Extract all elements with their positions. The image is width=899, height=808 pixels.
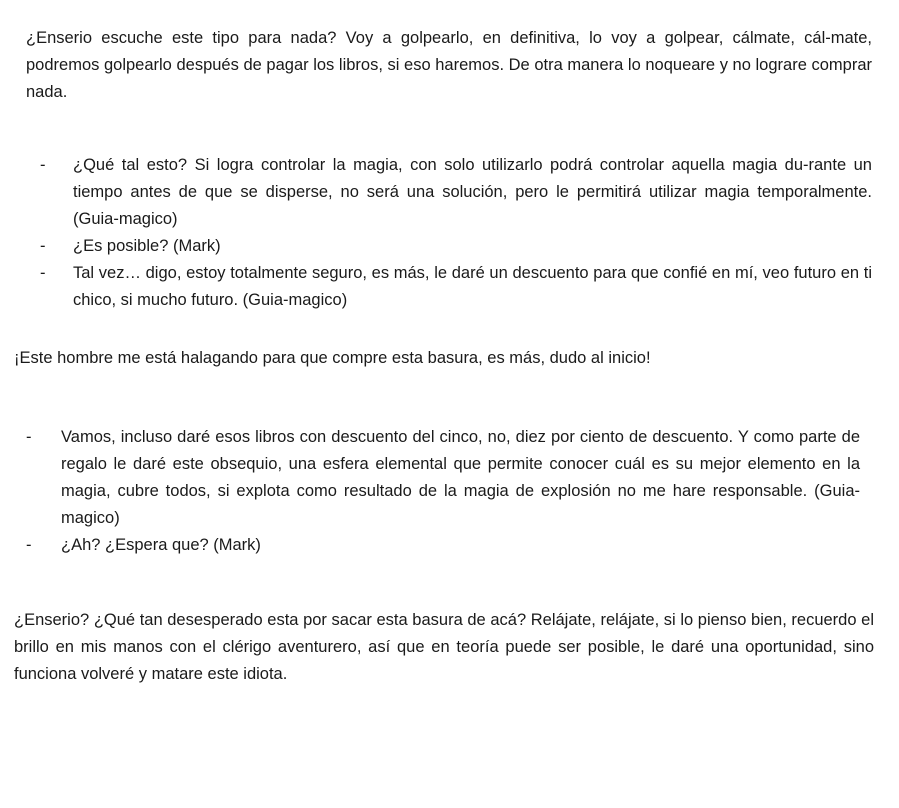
dialogue-line xyxy=(26,532,860,559)
dialogue-list-1 xyxy=(40,152,872,309)
dash-bullet: - xyxy=(40,237,46,255)
dialogue-text: Tal vez… digo, estoy totalmente seguro, es más, le daré un descuento para que confié en mí, veo futuro en ti chico, si mucho futuro. (Guia-magico) xyxy=(73,264,872,309)
dash-bullet: - xyxy=(40,264,46,282)
dash-bullet: - xyxy=(40,156,46,174)
dialogue-line xyxy=(40,152,872,233)
narration-paragraph-1: ¿Enserio escuche este tipo para nada? Voy a golpearlo, en definitiva, lo voy a golpear, cálmate, cál-mate, podremos golpearlo después de pagar los libros, si eso haremos. De otra manera lo noqueare y no lograre comprar nada. xyxy=(26,29,872,101)
narration-paragraph-2: ¡Este hombre me está halagando para que compre esta basura, es más, dudo al inicio! xyxy=(14,349,651,367)
dash-bullet: - xyxy=(26,536,32,554)
dialogue-list-2 xyxy=(26,424,860,559)
dialogue-text: ¿Es posible? (Mark) xyxy=(73,237,221,255)
narration-paragraph-3: ¿Enserio? ¿Qué tan desesperado esta por sacar esta basura de acá? Relájate, relájate, si lo pienso bien, recuerdo el brillo en mis manos con el clérigo aventurero, así que en teoría puede ser posible, le daré una oportunidad, sino funciona volveré y matare este idiota. xyxy=(14,611,874,683)
dialogue-line xyxy=(26,424,860,532)
dialogue-line xyxy=(40,260,872,309)
dialogue-text: ¿Qué tal esto? Si logra controlar la magia, con solo utilizarlo podrá controlar aquella magia du-rante un tiempo antes de que se disperse, no será una solución, pero le permitirá utilizar magia temporalmente. (Guia-magico) xyxy=(73,156,872,228)
dialogue-line xyxy=(40,233,872,260)
dialogue-text: ¿Ah? ¿Espera que? (Mark) xyxy=(61,536,261,554)
dash-bullet: - xyxy=(26,428,32,446)
dialogue-text: Vamos, incluso daré esos libros con descuento del cinco, no, diez por ciento de descuento. Y como parte de regalo le daré este obsequio, una esfera elemental que permite conocer cuál es su mejor elemento en la magia, cubre todos, si explota como resultado de la magia de explosión no me hare responsable. (Guia-magico) xyxy=(61,428,860,527)
